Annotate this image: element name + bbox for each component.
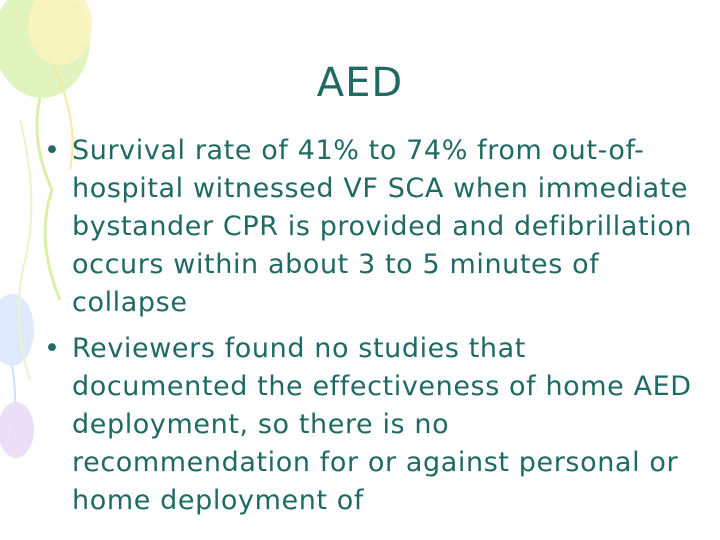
bullet-text: Survival rate of 41% to 74% from out-of-hospital witnessed VF SCA when immediate bystander CPR is provided and defibrillation occurs within about 3 to 5 minutes of collapse (72, 135, 693, 318)
bullet-icon: • (44, 135, 61, 166)
bullet-list (44, 132, 694, 528)
violet-balloon-icon (0, 402, 34, 458)
bullet-item (44, 330, 694, 520)
bullet-item (44, 132, 694, 322)
bullet-text: Reviewers found no studies that documented the effectiveness of home AED deployment, so there is no recommendation for or against personal or home deployment of (72, 333, 692, 516)
bullet-icon: • (44, 333, 61, 364)
slide-title-text: AED (316, 60, 404, 106)
slide-title (0, 60, 720, 106)
